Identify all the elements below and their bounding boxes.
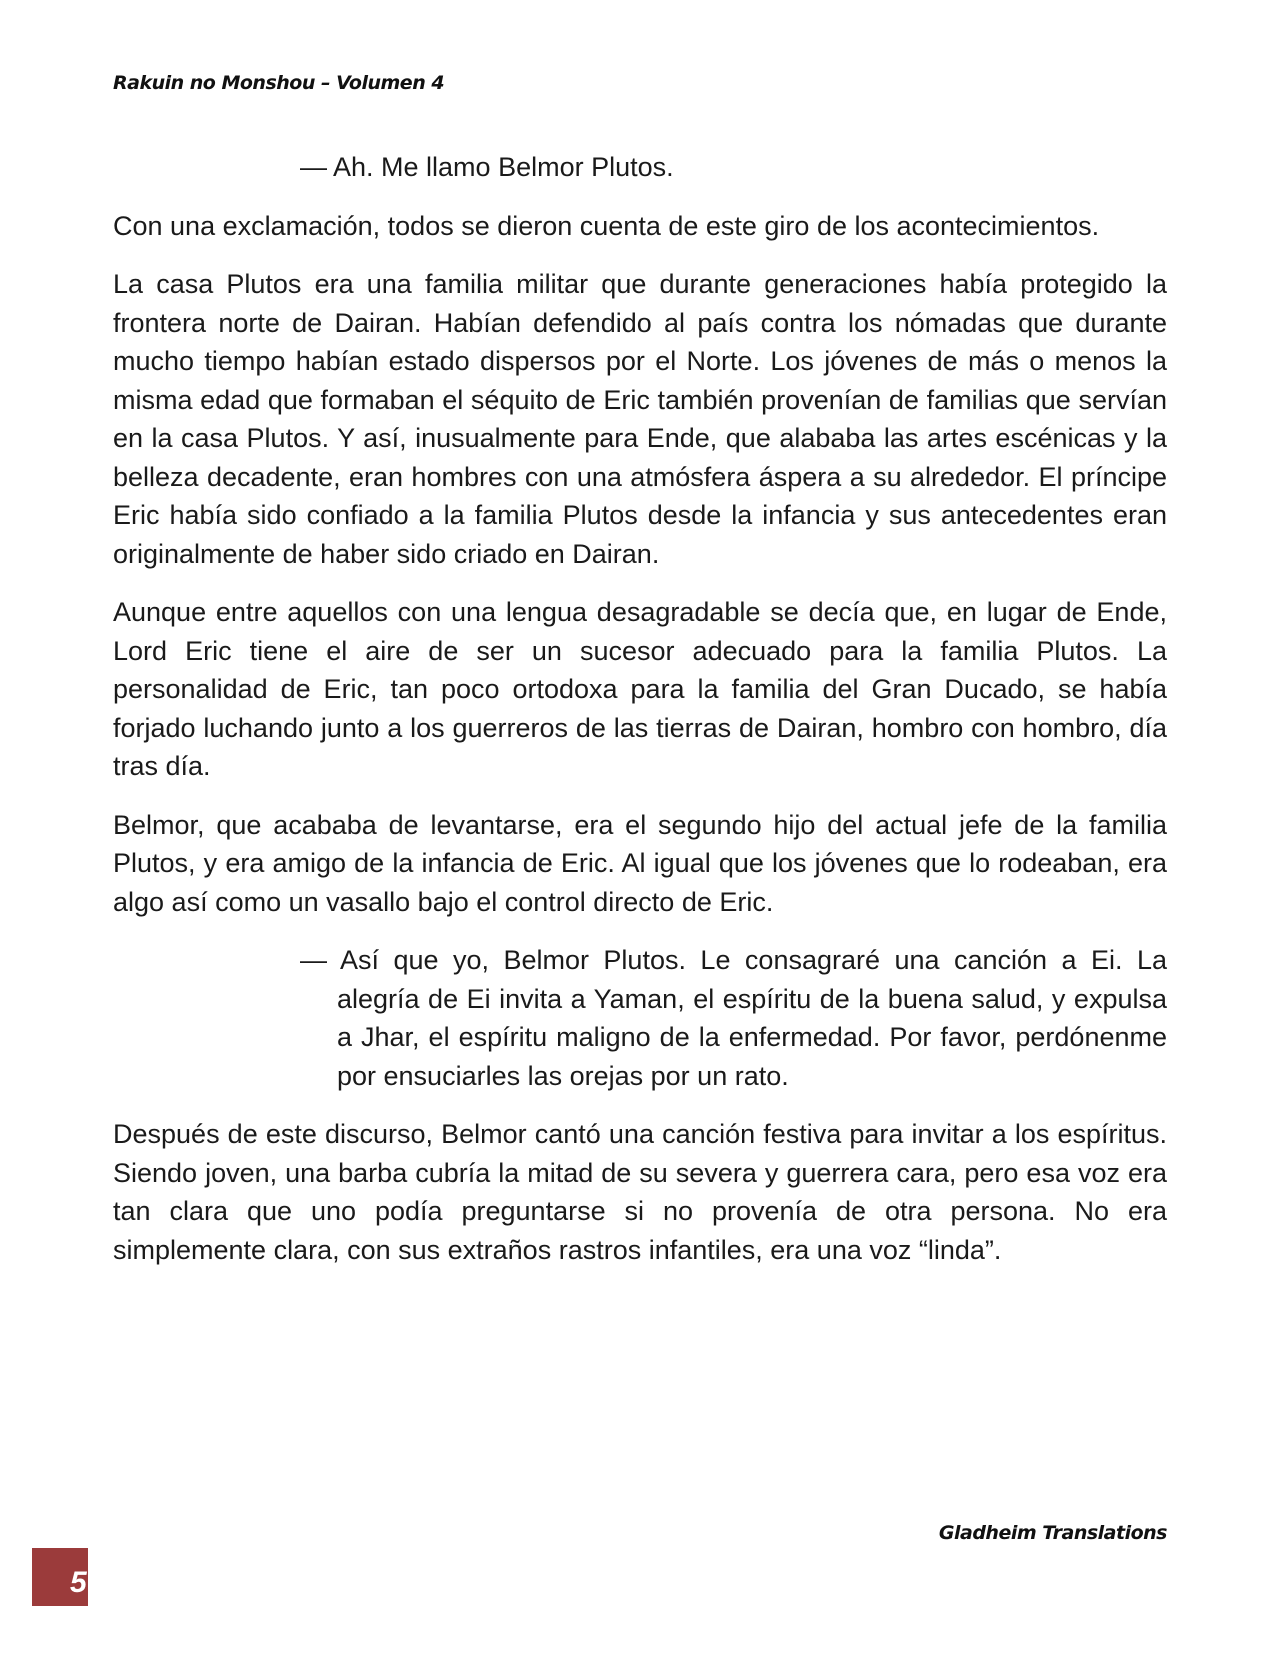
- running-header: Rakuin no Monshou – Volumen 4: [113, 72, 445, 94]
- page-number: 5: [70, 1566, 87, 1599]
- footer-credit: Gladheim Translations: [938, 1522, 1167, 1544]
- paragraph-dialog-6: — Así que yo, Belmor Plutos. Le consagraré una canción a Ei. La alegría de Ei invita a Yaman, el espíritu de la buena salud, y expulsa a Jhar, el espíritu maligno de la enfermedad. Por favor, perdónenme por ensuciarles las orejas por un rato.: [300, 945, 1167, 1091]
- page-tab-underline: [32, 1606, 88, 1608]
- paragraph-3: La casa Plutos era una familia militar que durante generaciones había protegido la frontera norte de Dairan. Habían defendido al país contra los nómadas que durante mucho tiempo habían estado dispersos por el Norte. Los jóvenes de más o menos la misma edad que formaban el séquito de Eric también provenían de familias que servían en la casa Plutos. Y así, inusualmente para Ende, que alababa las artes escénicas y la belleza decadente, eran hombres con una atmósfera áspera a su alrededor. El príncipe Eric había sido confiado a la familia Plutos desde la infancia y sus antecedentes eran originalmente de haber sido criado en Dairan.: [113, 269, 1167, 569]
- paragraph-5: Belmor, que acababa de levantarse, era el segundo hijo del actual jefe de la familia Plutos, y era amigo de la infancia de Eric. Al igual que los jóvenes que lo rodeaban, era algo así como un vasallo bajo el control directo de Eric.: [113, 809, 1167, 917]
- paragraph-7: Después de este discurso, Belmor cantó una canción festiva para invitar a los espíritus. Siendo joven, una barba cubría la mitad de su severa y guerrera cara, pero esa voz era tan clara que uno podía preguntarse si no provenía de otra persona. No era simplemente clara, con sus extraños rastros infantiles, era una voz “linda”.: [113, 1119, 1167, 1265]
- page-body: [113, 148, 1167, 1289]
- paragraph-dialog-1: — Ah. Me llamo Belmor Plutos.: [300, 152, 674, 182]
- paragraph-4: Aunque entre aquellos con una lengua desagradable se decía que, en lugar de Ende, Lord Eric tiene el aire de ser un sucesor adecuado para la familia Plutos. La personalidad de Eric, tan poco ortodoxa para la familia del Gran Ducado, se había forjado luchando junto a los guerreros de las tierras de Dairan, hombro con hombro, día tras día.: [113, 597, 1167, 781]
- paragraph-2: Con una exclamación, todos se dieron cuenta de este giro de los acontecimientos.: [113, 210, 1100, 241]
